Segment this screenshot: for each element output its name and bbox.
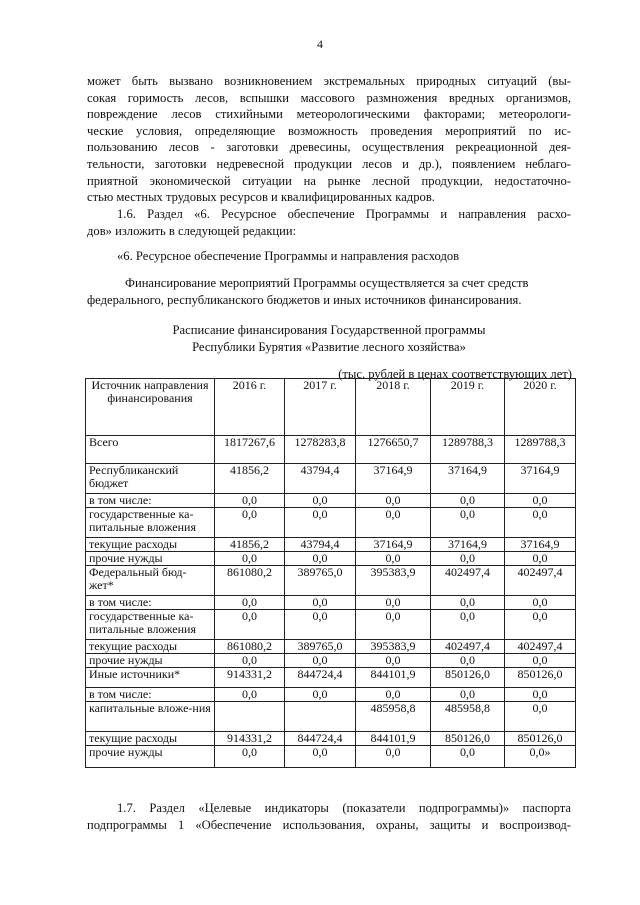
row-label: прочие нужды	[86, 654, 215, 668]
table-cell: 37164,9	[356, 538, 431, 552]
table-cell: 41856,2	[215, 464, 285, 494]
units-note: (тыс. рублей в ценах соответствующих лет)	[338, 367, 572, 381]
table-cell: 395383,9	[356, 640, 431, 654]
table-row	[86, 640, 576, 654]
table-row	[86, 494, 576, 508]
table-cell: 389765,0	[285, 566, 356, 596]
table-cell: 0,0	[505, 508, 576, 538]
table-cell: 0,0	[215, 494, 285, 508]
table-cell: 0,0	[215, 552, 285, 566]
table-cell: 0,0	[505, 688, 576, 702]
table-cell: 0,0	[285, 654, 356, 668]
table-cell: 0,0	[431, 596, 505, 610]
text-line: дов» изложить в следующей редакции:	[87, 223, 297, 238]
header-year: 2020 г.	[505, 379, 576, 436]
text-line: подпрограммы 1 «Обеспечение использования, охраны, защиты и воспроизвод-	[87, 817, 571, 832]
table-row	[86, 538, 576, 552]
text-line: приятной экономической ситуации на рынке лесной продукции, недостаточно-	[87, 173, 571, 188]
table-cell: 0,0	[215, 508, 285, 538]
row-label: капитальные вложе-ния	[86, 702, 215, 732]
table-cell: 861080,2	[215, 640, 285, 654]
table-cell: 395383,9	[356, 566, 431, 596]
financing-table	[85, 378, 576, 768]
row-label: государственные ка-питальные вложения	[86, 508, 215, 538]
table-caption	[87, 322, 571, 355]
table-cell: 485958,8	[356, 702, 431, 732]
table-cell: 844724,4	[285, 668, 356, 688]
table-cell: 0,0	[356, 688, 431, 702]
text-line: тельности, заготовки недревесной продукции лесов и др.), появлением неблаго-	[87, 156, 571, 171]
table-cell: 0,0	[431, 508, 505, 538]
table-cell: 402497,4	[431, 640, 505, 654]
table-cell: 0,0	[505, 552, 576, 566]
table-row	[86, 688, 576, 702]
table-cell: 0,0	[505, 494, 576, 508]
table-cell: 43794,4	[285, 538, 356, 552]
table-row	[86, 610, 576, 640]
text-line: федерального, республиканского бюджетов и иных источников финансирования.	[87, 292, 522, 307]
table-cell: 0,0	[285, 610, 356, 640]
paragraph-1-7	[87, 800, 571, 833]
table-cell	[215, 702, 285, 732]
text-line: может быть вызвано возникновением экстремальных природных ситуаций (вы-	[87, 74, 571, 88]
table-cell: 0,0	[215, 610, 285, 640]
table-cell: 861080,2	[215, 566, 285, 596]
table-cell: 0,0	[431, 552, 505, 566]
text-line: 1.6. Раздел «6. Ресурсное обеспечение Программы и направления расхо-	[117, 207, 571, 221]
table-cell: 0,0	[431, 610, 505, 640]
row-label: в том числе:	[86, 596, 215, 610]
text-line: пользованию лесов - заготовки древесины, осуществления рекреационной дея-	[87, 140, 571, 155]
table-cell: 0,0	[505, 654, 576, 668]
table-row	[86, 654, 576, 668]
table-cell: 402497,4	[431, 566, 505, 596]
table-row	[86, 566, 576, 596]
row-label: в том числе:	[86, 688, 215, 702]
table-cell: 37164,9	[431, 538, 505, 552]
table-row	[86, 436, 576, 464]
text-line: сокая горимость лесов, вспышки массового размножения вредных организмов,	[87, 90, 571, 105]
page-number: 4	[317, 37, 323, 51]
table-cell: 0,0	[356, 508, 431, 538]
table-cell: 0,0	[505, 610, 576, 640]
text-line: стью местных трудовых ресурсов и квалифицированных кадров.	[87, 190, 435, 205]
table-cell: 0,0»	[505, 746, 576, 768]
table-row	[86, 746, 576, 768]
header-year: 2019 г.	[431, 379, 505, 436]
paragraph-1-6	[87, 206, 571, 239]
table-cell: 0,0	[215, 596, 285, 610]
table-cell: 914331,2	[215, 732, 285, 746]
table-cell: 844101,9	[356, 668, 431, 688]
table-cell: 0,0	[285, 746, 356, 768]
row-label: прочие нужды	[86, 746, 215, 768]
header-year: 2016 г.	[215, 379, 285, 436]
table-cell: 850126,0	[505, 668, 576, 688]
table-cell: 0,0	[356, 654, 431, 668]
table-header-row	[86, 379, 576, 436]
table-cell: 0,0	[285, 494, 356, 508]
row-label: государственные ка-питальные вложения	[86, 610, 215, 640]
table-cell: 389765,0	[285, 640, 356, 654]
paragraph-financing	[87, 275, 571, 308]
row-label: текущие расходы	[86, 732, 215, 746]
table-cell: 914331,2	[215, 668, 285, 688]
table-cell	[285, 702, 356, 732]
caption-line: Республики Бурятия «Развитие лесного хозяйства»	[192, 339, 466, 354]
table-cell: 0,0	[285, 688, 356, 702]
table-cell: 0,0	[215, 746, 285, 768]
table-cell: 0,0	[215, 654, 285, 668]
table-cell: 1276650,7	[356, 436, 431, 464]
table-cell: 37164,9	[505, 538, 576, 552]
row-label: в том числе:	[86, 494, 215, 508]
row-label: текущие расходы	[86, 538, 215, 552]
text-line: повреждение лесов стихийными метеорологическими факторами; метеорологи-	[87, 107, 571, 122]
table-cell: 844724,4	[285, 732, 356, 746]
row-label: Федеральный бюд-жет*	[86, 566, 215, 596]
table-row	[86, 702, 576, 732]
header-source: Источник направления финансирования	[86, 379, 215, 436]
table-cell: 0,0	[431, 494, 505, 508]
table-cell: 0,0	[356, 552, 431, 566]
table-cell: 485958,8	[431, 702, 505, 732]
header-year: 2017 г.	[285, 379, 356, 436]
table-cell: 0,0	[285, 508, 356, 538]
table-row	[86, 552, 576, 566]
table-cell: 0,0	[431, 654, 505, 668]
table-cell: 37164,9	[431, 464, 505, 494]
table-cell: 1289788,3	[431, 436, 505, 464]
table-cell: 0,0	[356, 746, 431, 768]
table-cell: 0,0	[215, 688, 285, 702]
table-cell: 402497,4	[505, 566, 576, 596]
table-cell: 0,0	[356, 610, 431, 640]
table-cell: 850126,0	[431, 668, 505, 688]
section-heading: «6. Ресурсное обеспечение Программы и направления расходов	[117, 249, 460, 263]
table-cell: 0,0	[356, 596, 431, 610]
table-cell: 0,0	[285, 552, 356, 566]
table-row	[86, 732, 576, 746]
table-row	[86, 668, 576, 688]
table-row	[86, 508, 576, 538]
table-cell: 0,0	[431, 746, 505, 768]
table-cell: 1817267,6	[215, 436, 285, 464]
table-cell: 850126,0	[431, 732, 505, 746]
table-cell: 43794,4	[285, 464, 356, 494]
table-cell: 41856,2	[215, 538, 285, 552]
table-cell: 0,0	[285, 596, 356, 610]
row-label: текущие расходы	[86, 640, 215, 654]
row-label: Иные источники*	[86, 668, 215, 688]
table-cell: 1289788,3	[505, 436, 576, 464]
table-cell: 0,0	[356, 494, 431, 508]
text-line: 1.7. Раздел «Целевые индикаторы (показатели подпрограммы)» паспорта	[117, 801, 571, 815]
table-row	[86, 464, 576, 494]
table-cell: 402497,4	[505, 640, 576, 654]
table-row	[86, 596, 576, 610]
table-cell: 1278283,8	[285, 436, 356, 464]
text-line: Финансирование мероприятий Программы осуществляется за счет средств	[125, 276, 529, 290]
paragraph-risks	[87, 73, 571, 206]
table-cell: 0,0	[431, 688, 505, 702]
table-cell: 844101,9	[356, 732, 431, 746]
table-cell: 0,0	[505, 596, 576, 610]
table-cell: 850126,0	[505, 732, 576, 746]
row-label: Республиканский бюджет	[86, 464, 215, 494]
text-line: ческие условия, определяющие возможность проведения мероприятий по ис-	[87, 123, 571, 138]
table-cell: 37164,9	[505, 464, 576, 494]
header-year: 2018 г.	[356, 379, 431, 436]
caption-line: Расписание финансирования Государственной программы	[172, 323, 486, 337]
row-label: прочие нужды	[86, 552, 215, 566]
table-cell: 37164,9	[356, 464, 431, 494]
row-label: Всего	[86, 436, 215, 464]
table-cell: 0,0	[505, 702, 576, 732]
